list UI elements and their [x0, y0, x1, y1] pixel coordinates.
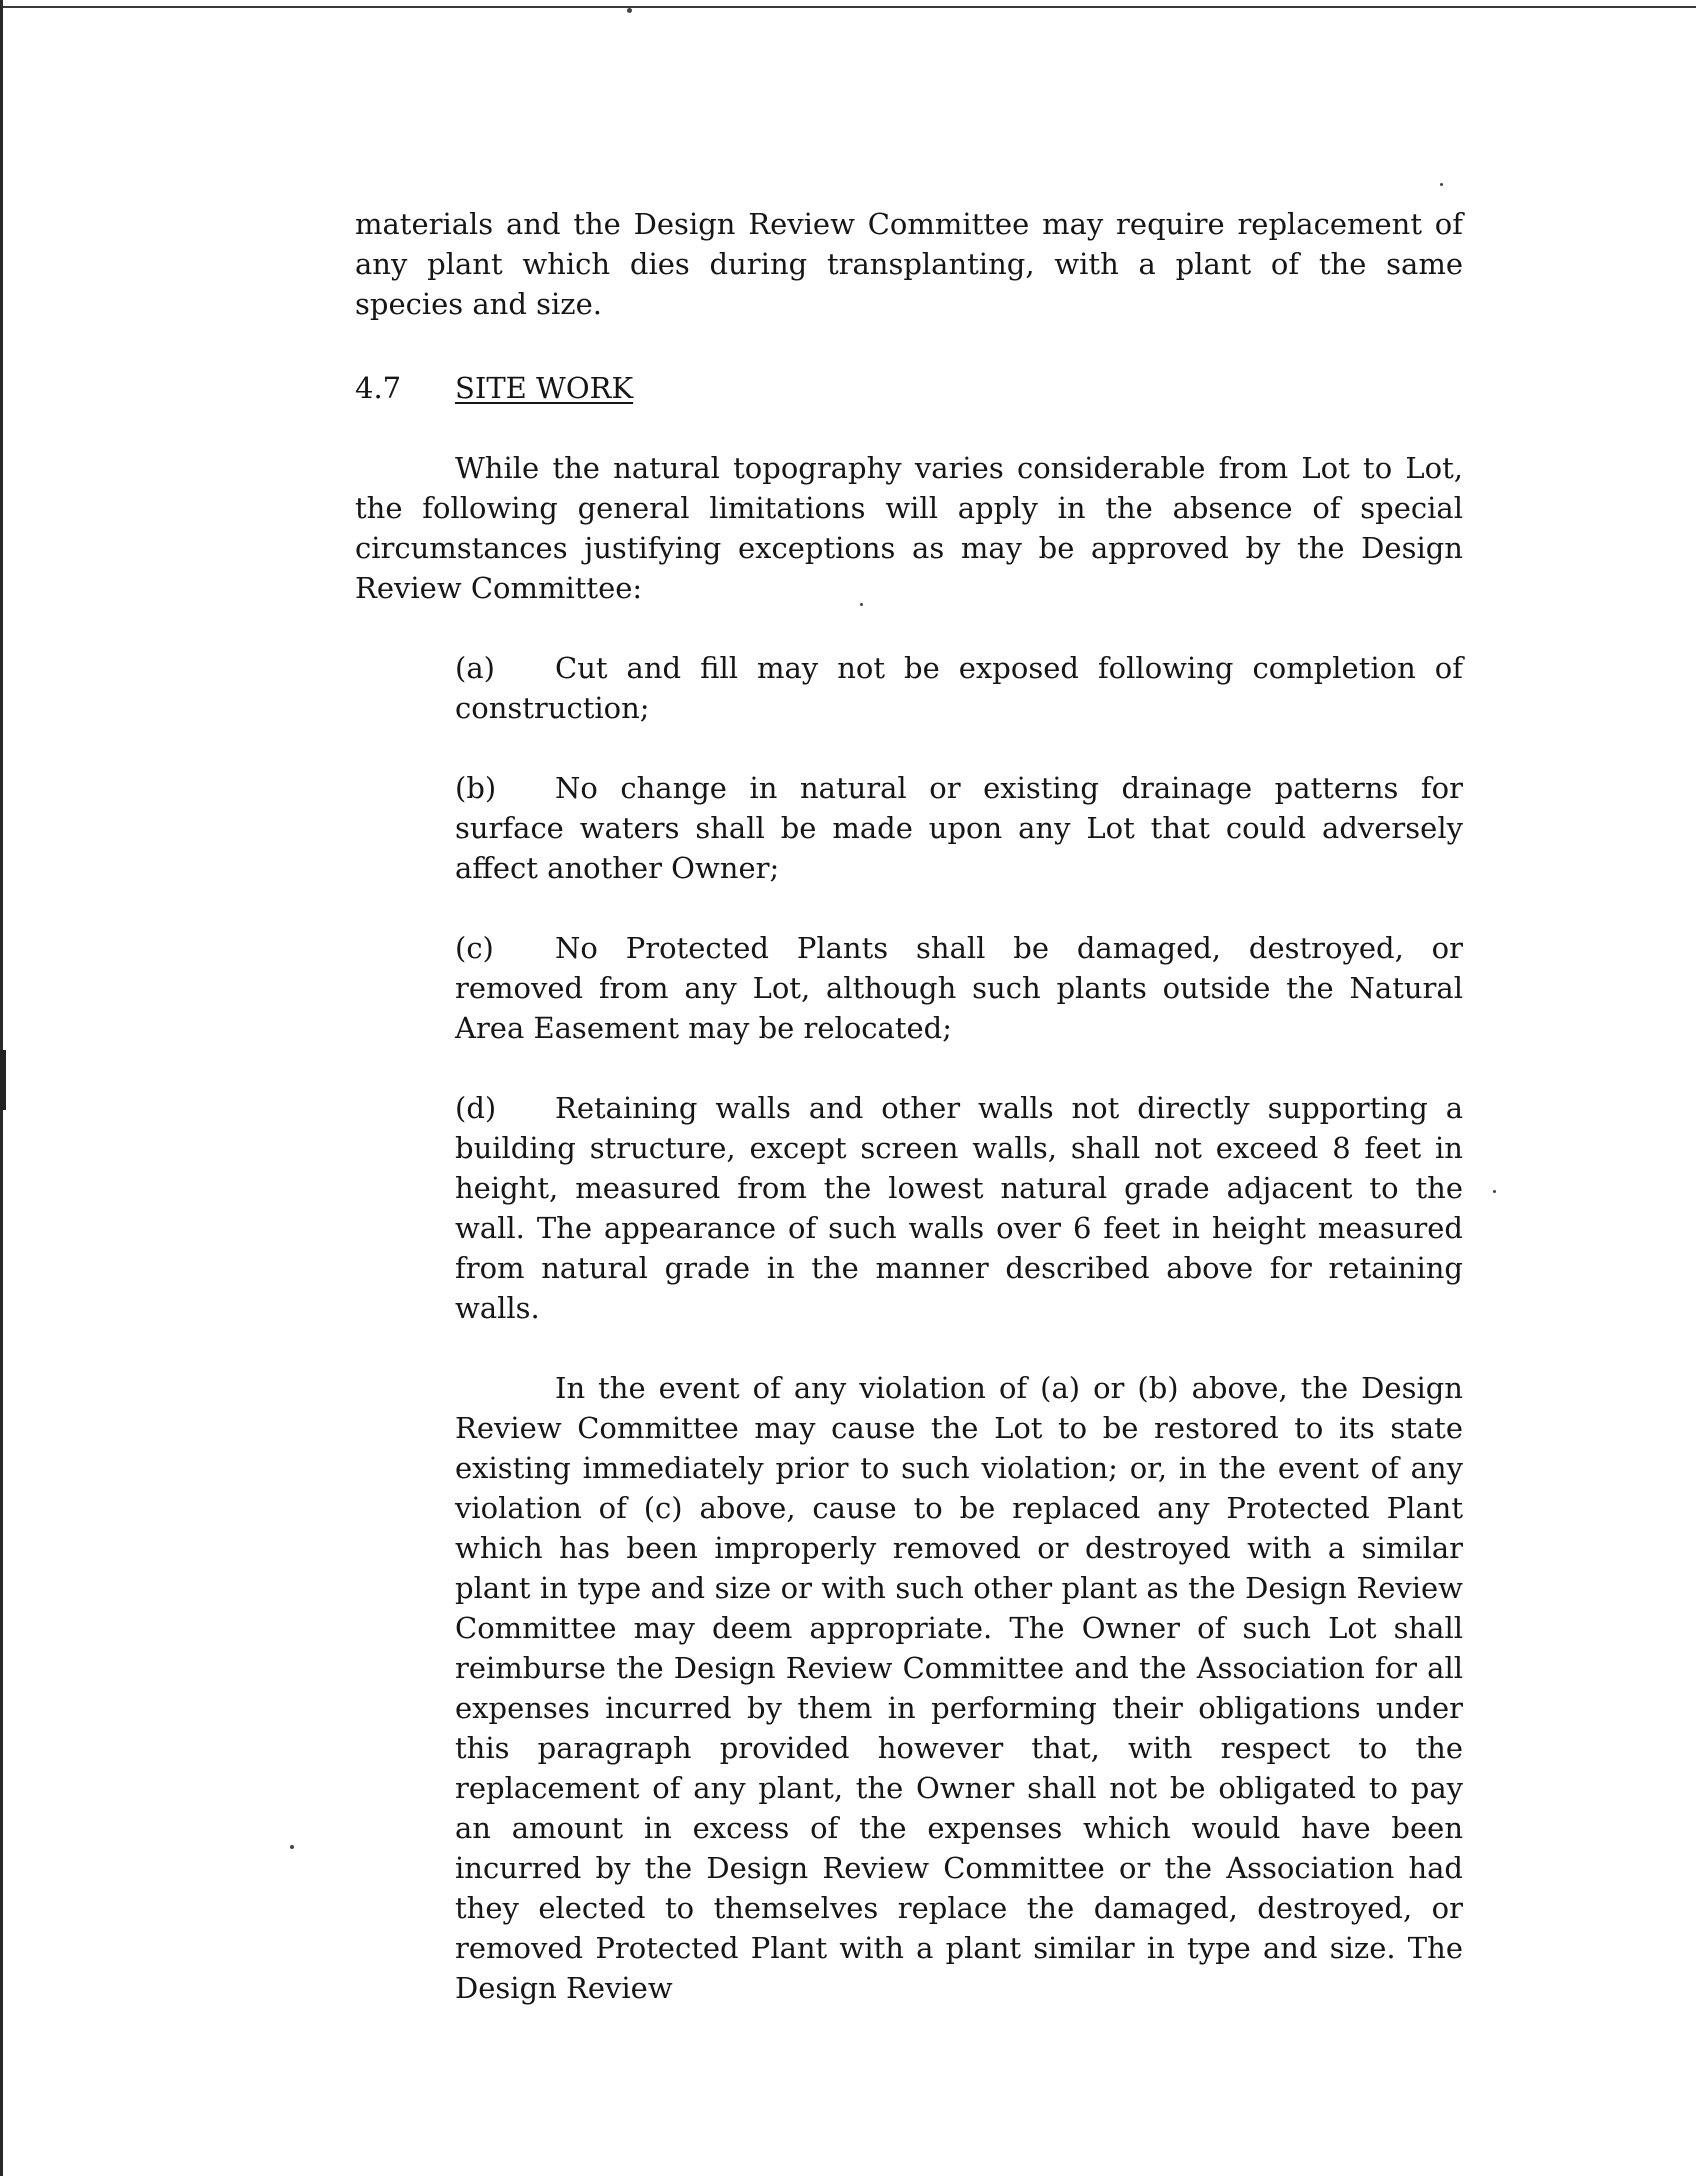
section-heading — [355, 368, 633, 408]
intro-paragraph: While the natural topography varies considerable from Lot to Lot, the following general limitations will apply in the absence of special circumstances justifying exceptions as may be approved by the Design Review Committee: — [355, 451, 1463, 605]
list-item — [455, 768, 1463, 888]
list-item — [455, 648, 1463, 728]
scan-speck — [290, 1845, 294, 1849]
final-paragraph: In the event of any violation of (a) or (b) above, the Design Review Committee may cause the Lot to be restored to its state existing immediately prior to such violation; or, in the event of any violation of (c) above, cause to be replaced any Protected Plant which has been improperly removed or destroyed with a similar plant in type and size or with such other plant as the Design Review Committee may deem appropriate. The Owner of such Lot shall reimburse the Design Review Committee and the Association for all expenses incurred by them in performing their obligations under this paragraph provided however that, with respect to the replacement of any plant, the Owner shall not be obligated to pay an amount in excess of the expenses which would have been incurred by the Design Review Committee or the Association had they elected to themselves replace the damaged, destroyed, or removed Protected Plant with a plant similar in type and size. The Design Review — [455, 1371, 1463, 2005]
section-title: SITE WORK — [455, 371, 634, 405]
scan-speck — [1493, 1190, 1496, 1193]
list-item-text: No Protected Plants shall be damaged, destroyed, or removed from any Lot, although such plants outside the Natural Area Easement may be relocated; — [455, 931, 1463, 1045]
list-item-text: No change in natural or existing drainage patterns for surface waters shall be made upon any Lot that could adversely affect another Owner; — [455, 771, 1463, 885]
list-item-label: (a) — [455, 651, 495, 685]
continuation-paragraph: materials and the Design Review Committee may require replacement of any plant which dies during transplanting, with a plant of the same species and size. — [355, 207, 1463, 321]
scan-edge-top — [0, 6, 1696, 8]
list-item-text: Retaining walls and other walls not directly supporting a building structure, except screen walls, shall not exceed 8 feet in height, measured from the lowest natural grade adjacent to the wall. The appearance of such walls over 6 feet in height measured from natural grade in the manner described above for retaining walls. — [455, 1091, 1463, 1325]
list-item-text: Cut and fill may not be exposed following completion of construction; — [455, 651, 1463, 725]
list-item-label: (c) — [455, 931, 494, 965]
list-item-label: (d) — [455, 1091, 497, 1125]
scan-speck — [627, 8, 632, 13]
binder-mark — [0, 1050, 6, 1110]
list-item — [455, 928, 1463, 1048]
list-item — [455, 1088, 1463, 1328]
list-item-label: (b) — [455, 771, 497, 805]
scan-speck — [1440, 183, 1443, 186]
section-number: 4.7 — [355, 371, 402, 405]
